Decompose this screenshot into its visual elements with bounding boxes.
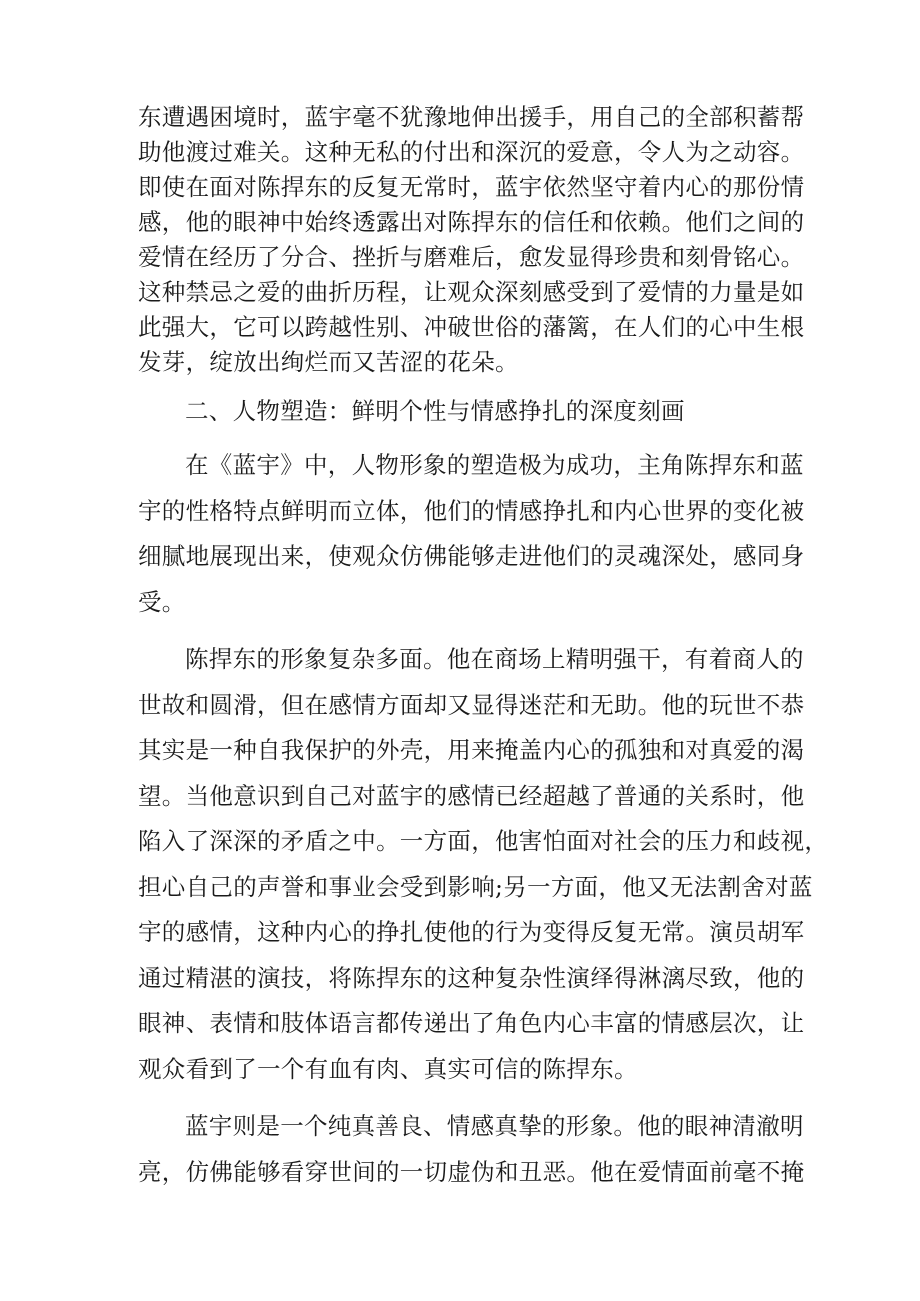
- text-line: 宇的性格特点鲜明而立体，他们的情感挣扎和内心世界的变化被: [138, 496, 805, 525]
- paragraph-2: [138, 443, 805, 625]
- text-line: 发芽，绽放出绚烂而又苦涩的花朵。: [138, 348, 519, 376]
- text-line: 望。当他意识到自己对蓝宇的感情已经超越了普通的关系时，他: [138, 781, 805, 810]
- text-line: 宇的感情，这种内心的挣扎使他的行为变得反复无常。演员胡军: [138, 918, 805, 946]
- text-line: 感，他的眼神中始终透露出对陈捍东的信任和依赖。他们之间的: [138, 208, 805, 236]
- text-line: 世故和圆滑，但在感情方面却又显得迷茫和无助。他的玩世不恭: [138, 690, 805, 719]
- text-line: 这种禁忌之爱的曲折历程，让观众深刻感受到了爱情的力量是如: [138, 278, 805, 306]
- paragraph-3: [138, 637, 829, 1092]
- text-line: 即使在面对陈捍东的反复无常时，蓝宇依然坚守着内心的那份情: [138, 173, 805, 201]
- paragraph-1: [138, 100, 805, 380]
- text-line: 细腻地展现出来，使观众仿佛能够走进他们的灵魂深处，感同身: [138, 542, 805, 570]
- text-line: 受。: [138, 587, 186, 616]
- section-heading: 二、人物塑造：鲜明个性与情感挣扎的深度刻画: [185, 397, 685, 425]
- text-line: 通过精湛的演技，将陈捍东的这种复杂性演绎得淋漓尽致，他的: [138, 963, 805, 992]
- text-line: 亮，仿佛能够看穿世间的一切虚伪和丑恶。他在爱情面前毫不掩: [138, 1157, 805, 1186]
- text-line: 东遭遇困境时，蓝宇毫不犹豫地伸出援手，用自己的全部积蓄帮: [138, 103, 805, 131]
- paragraph-4: [138, 1104, 805, 1195]
- text-line: 其实是一种自我保护的外壳，用来掩盖内心的孤独和对真爱的渴: [138, 736, 805, 764]
- text-line: 此强大，它可以跨越性别、冲破世俗的藩篱，在人们的心中生根: [138, 313, 805, 341]
- text-line: 陈捍东的形象复杂多面。他在商场上精明强干，有着商人的: [185, 645, 804, 673]
- text-line: 担心自己的声誉和事业会受到影响;另一方面，他又无法割舍对蓝: [138, 872, 813, 901]
- document-page: [138, 100, 829, 1195]
- text-line: 助他渡过难关。这种无私的付出和深沉的爱意，令人为之动容。: [138, 138, 805, 166]
- text-line: 观众看到了一个有血有肉、真实可信的陈捍东。: [138, 1054, 638, 1083]
- text-line: 蓝宇则是一个纯真善良、情感真挚的形象。他的眼神清澈明: [185, 1112, 804, 1140]
- text-line: 在《蓝宇》中，人物形象的塑造极为成功，主角陈捍东和蓝: [185, 451, 804, 479]
- text-line: 陷入了深深的矛盾之中。一方面，他害怕面对社会的压力和歧视，: [138, 827, 829, 855]
- text-line: 眼神、表情和肢体语言都传递出了角色内心丰富的情感层次，让: [138, 1009, 805, 1037]
- text-line: 爱情在经历了分合、挫折与磨难后，愈发显得珍贵和刻骨铭心。: [138, 243, 805, 271]
